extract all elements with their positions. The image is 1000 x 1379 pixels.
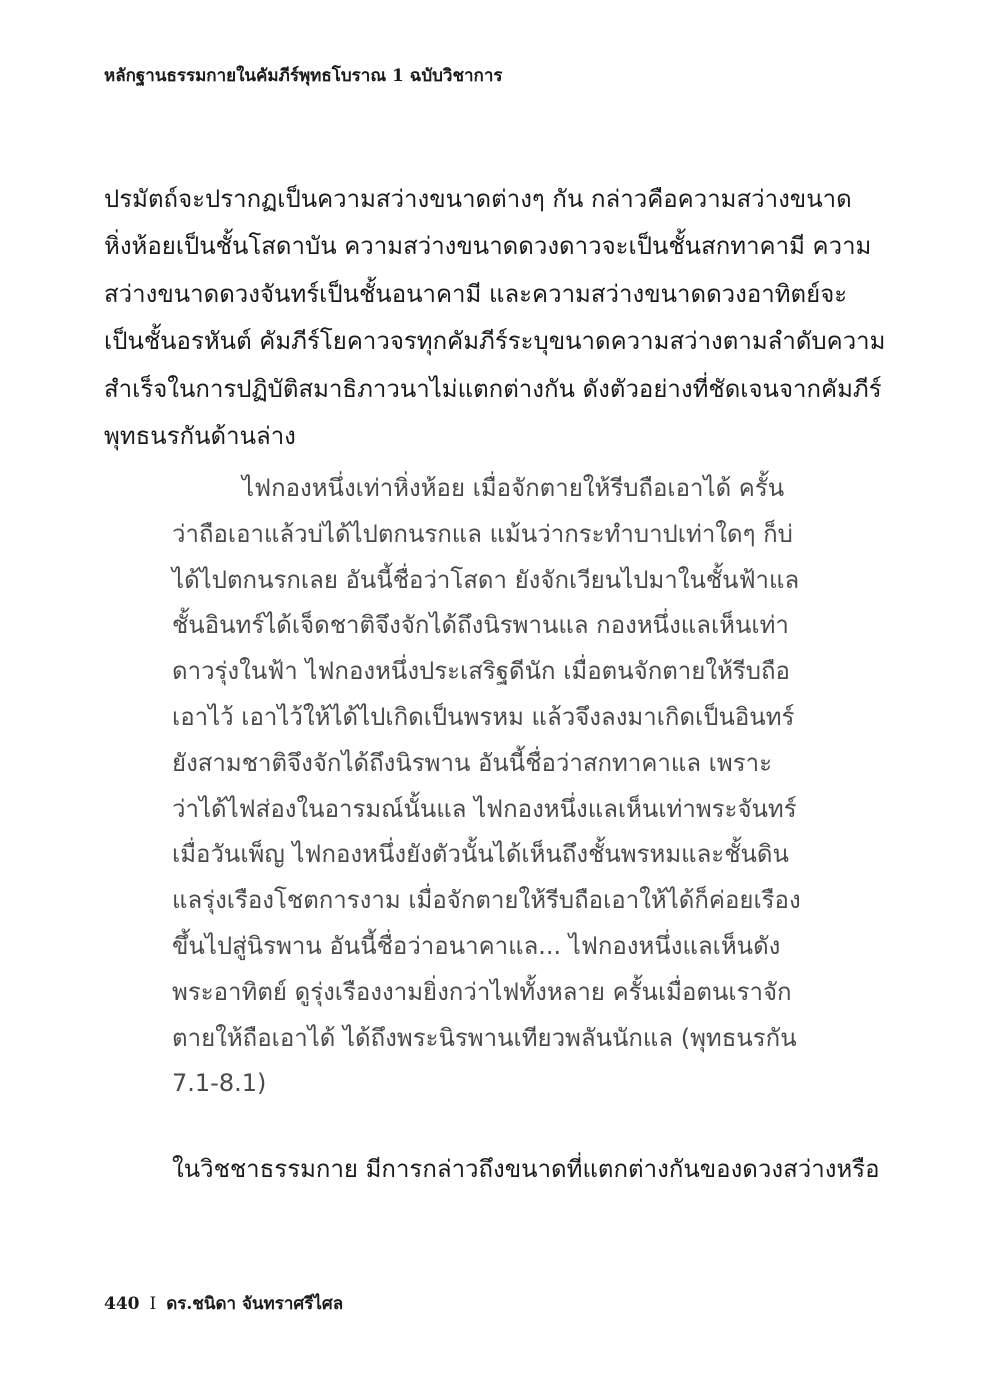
body-paragraph-1 [104,176,886,460]
footer-separator: I [149,1294,157,1314]
text-line: ปรมัตถ์จะปรากฏเป็นความสว่างขนาดต่างๆ กัน กล่าวคือความสว่างขนาด [104,185,852,213]
quote-line: ว่าถือเอาแล้วบ่ได้ไปตกนรกแล แม้นว่ากระทำบาปเท่าใดๆ ก็บ่ [172,519,793,548]
text-line: สำเร็จในการปฏิบัติสมาธิภาวนาไม่แตกต่างกัน ดังตัวอย่างที่ชัดเจนจากคัมภีร์ [104,374,882,403]
quote-line: ว่าได้ไฟส่องในอารมณ์นั้นแล ไฟกองหนึ่งแลเห็นเท่าพระจันทร์ [172,794,797,823]
body-paragraph-2 [172,1146,880,1193]
text-line: ในวิชชาธรรมกาย มีการกล่าวถึงขนาดที่แตกต่างกันของดวงสว่างหรือ [172,1155,880,1183]
quote-line: ชั้นอินทร์ได้เจ็ดชาติจึงจักได้ถึงนิรพานแล กองหนึ่งแลเห็นเท่า [172,611,789,640]
text-line: หิ่งห้อยเป็นชั้นโสดาบัน ความสว่างขนาดดวงดาวจะเป็นชั้นสกทาคามี ความ [104,232,872,261]
quote-line: พระอาทิตย์ ดูรุ่งเรืองงามยิ่งกว่าไฟทั้งหลาย ครั้นเมื่อตนเราจัก [172,977,792,1006]
quote-line: เอาไว้ เอาไว้ให้ได้ไปเกิดเป็นพรหม แล้วจึงลงมาเกิดเป็นอินทร์ [172,702,795,731]
quote-line: 7.1-8.1) [172,1069,267,1098]
page-number: 440 [104,1294,140,1314]
quote-line: ได้ไปตกนรกเลย อันนี้ชื่อว่าโสดา ยังจักเวียนไปมาในชั้นฟ้าแล [172,565,800,594]
footer-author: ดร.ชนิดา จันทราศรีไศล [166,1294,344,1314]
quote-line: ดาวรุ่งในฟ้า ไฟกองหนึ่งประเสริฐดีนัก เมื่อตนจักตายให้รีบถือ [172,657,790,686]
text-line: พุทธนรกันด้านล่าง [104,422,296,451]
quote-line: แลรุ่งเรืองโชตการงาม เมื่อจักตายให้รีบถือเอาให้ได้ก็ค่อยเรือง [172,886,801,915]
quote-line: ตายให้ถือเอาได้ ได้ถึงพระนิรพานเทียวพลันนักแล (พุทธนรกัน [172,1023,797,1052]
running-header: หลักฐานธรรมกายในคัมภีร์พุทธโบราณ 1 ฉบับวิชาการ [104,66,503,86]
quote-line: ขึ้นไปสู่นิรพาน อันนี้ชื่อว่าอนาคาแล... ไฟกองหนึ่งแลเห็นดัง [172,931,781,960]
quote-line: ไฟกองหนึ่งเท่าหิ่งห้อย เมื่อจักตายให้รีบถือเอาได้ ครั้น [242,474,785,502]
page-footer [104,1290,343,1317]
block-quote [172,466,802,1107]
quote-line: เมื่อวันเพ็ญ ไฟกองหนึ่งยังตัวนั้นได้เห็นถึงชั้นพรหมและชั้นดิน [172,840,789,869]
text-line: เป็นชั้นอรหันต์ คัมภีร์โยคาวจรทุกคัมภีร์ระบุขนาดความสว่างตามลำดับความ [104,327,886,356]
text-line: สว่างขนาดดวงจันทร์เป็นชั้นอนาคามี และความสว่างขนาดดวงอาทิตย์จะ [104,279,848,308]
quote-line: ยังสามชาติจึงจักได้ถึงนิรพาน อันนี้ชื่อว่าสกทาคาแล เพราะ [172,748,772,777]
